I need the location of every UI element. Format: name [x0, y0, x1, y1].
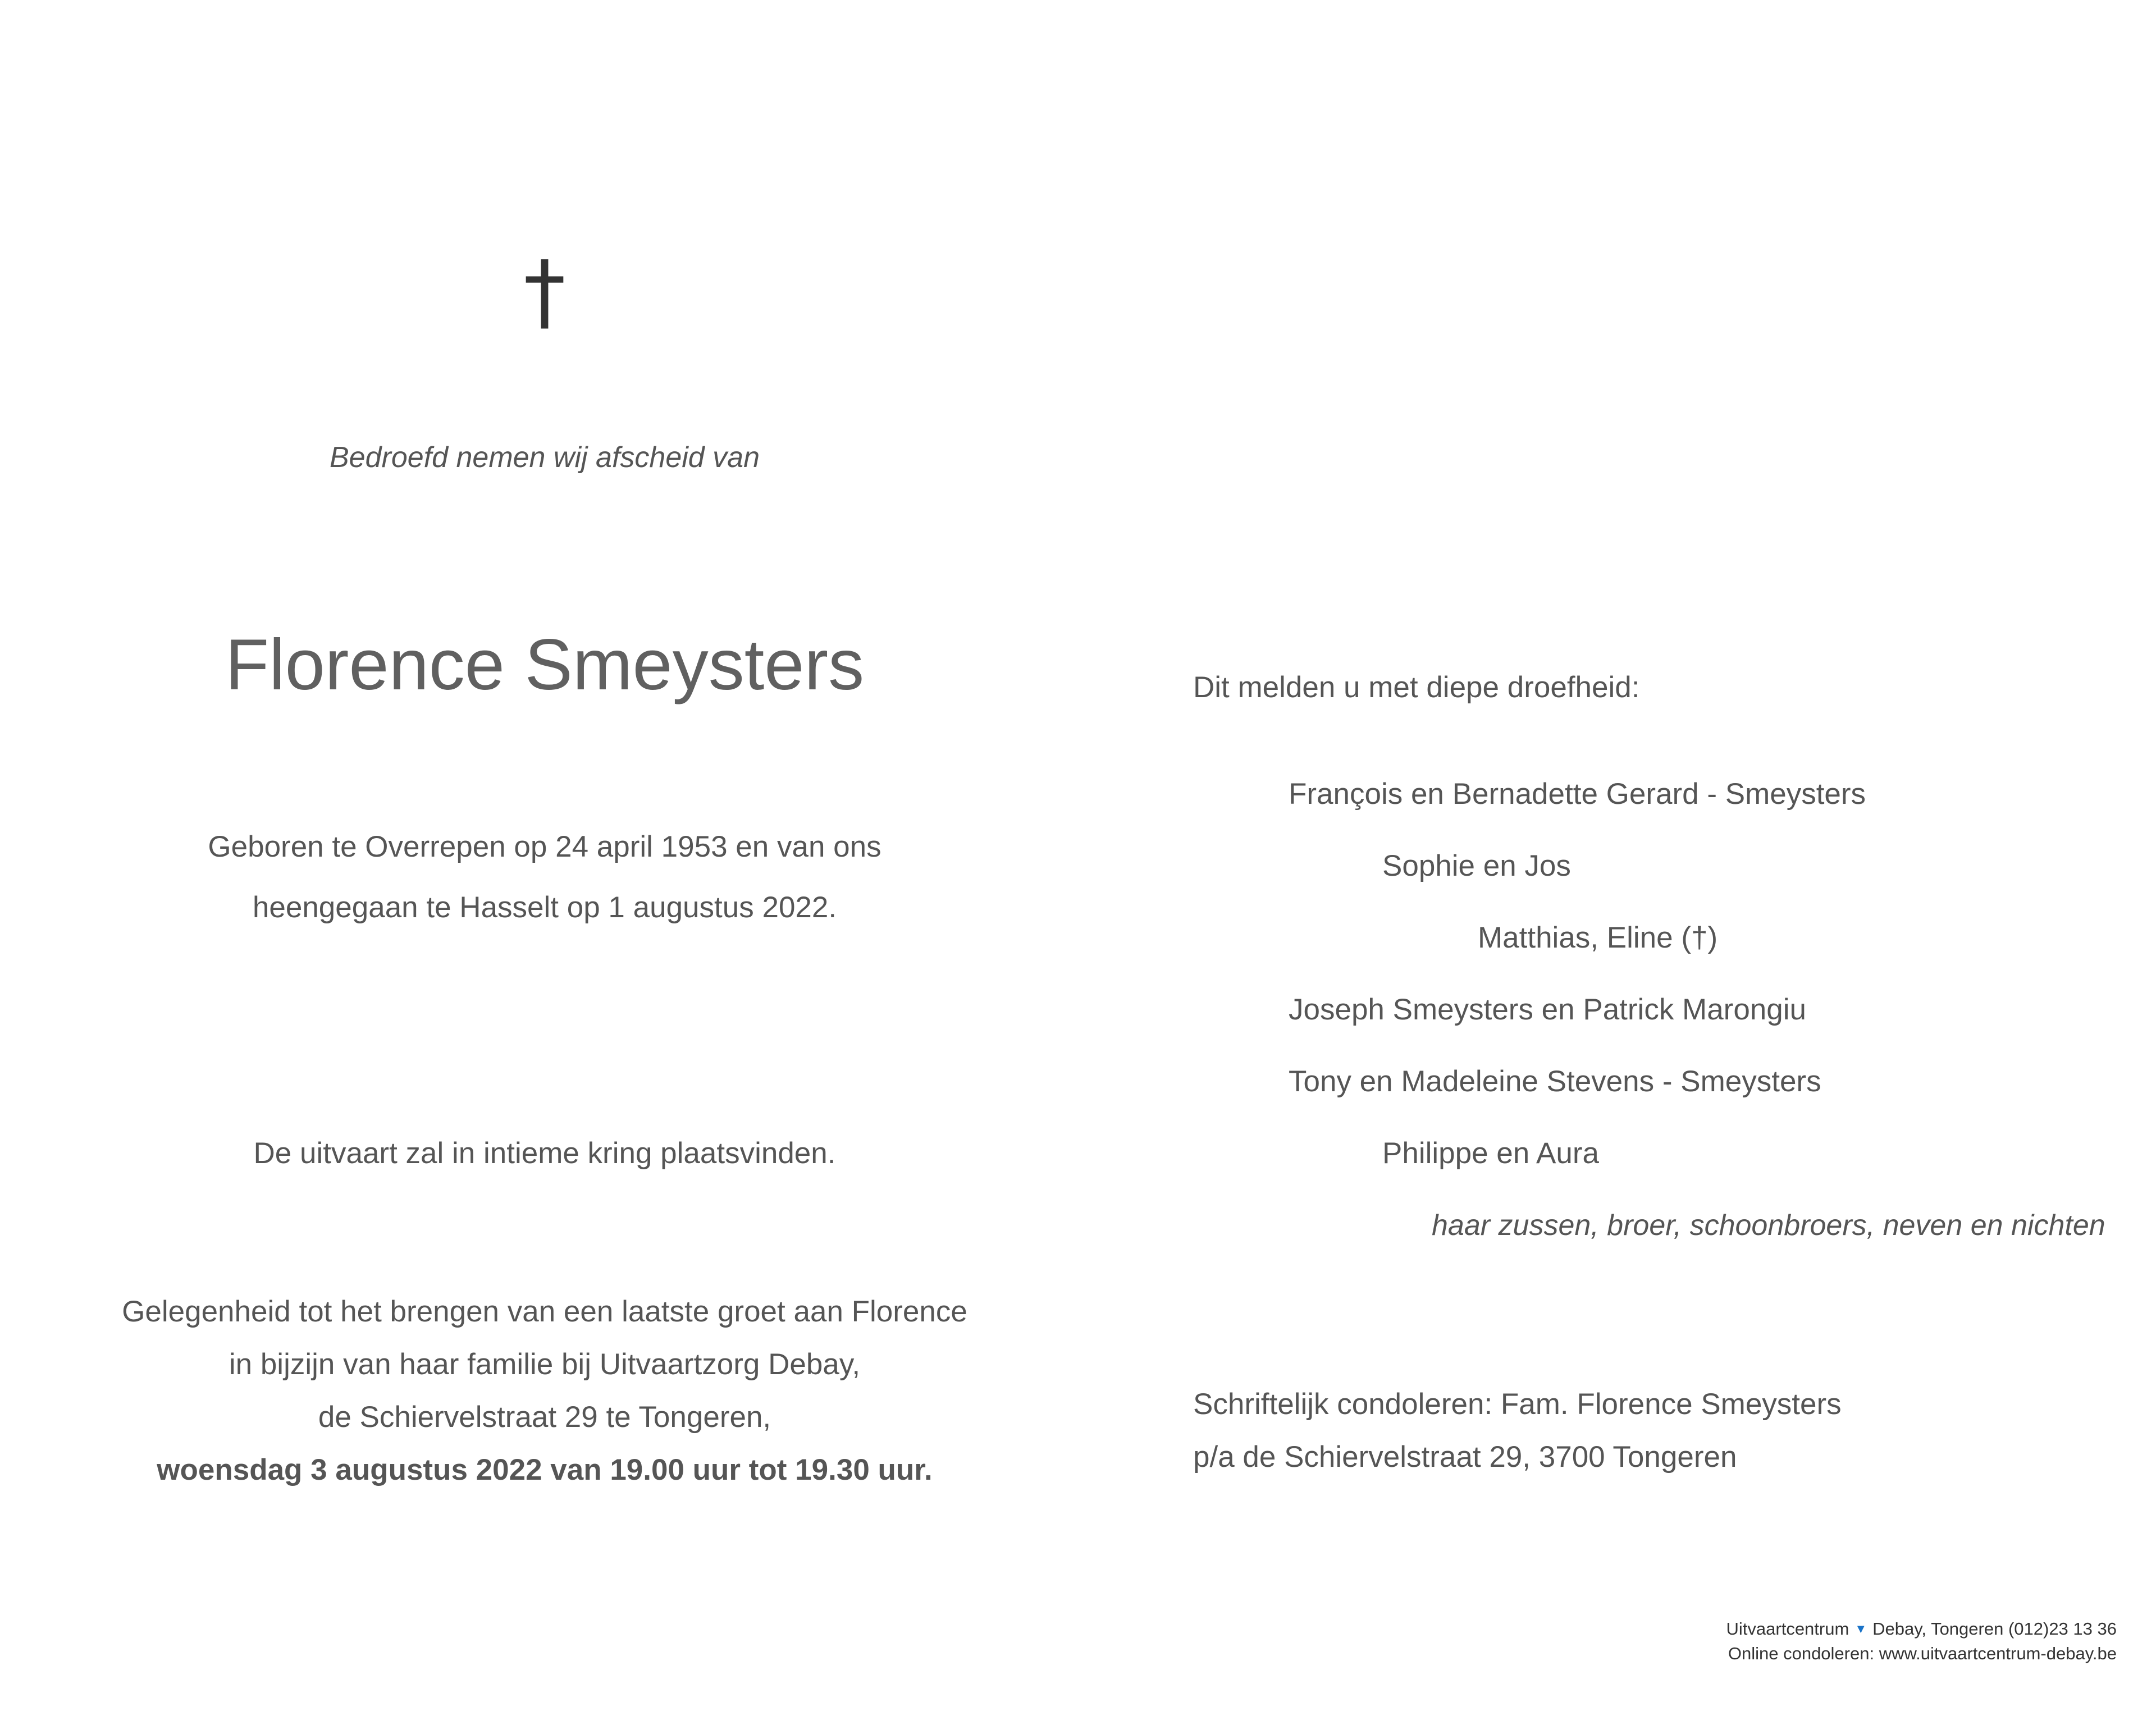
- announcement-text: Dit melden u met diepe droefheid:: [1193, 671, 1640, 704]
- death-line: heengegaan te Hasselt op 1 augustus 2022.: [252, 891, 837, 924]
- family-member: Joseph Smeysters en Patrick Marongiu: [1289, 993, 1807, 1026]
- deceased-name: Florence Smeysters: [225, 625, 865, 705]
- family-member: Tony en Madeleine Stevens - Smeysters: [1289, 1065, 1821, 1098]
- family-member: Matthias, Eline (†): [1478, 921, 1718, 954]
- visitation-info: [95, 1285, 994, 1497]
- family-member: François en Bernadette Gerard - Smeysters: [1289, 777, 1866, 811]
- birth-line: Geboren te Overrepen op 24 april 1953 en van ons: [208, 830, 881, 863]
- visitation-datetime: woensdag 3 augustus 2022 van 19.00 uur tot 19.30 uur.: [157, 1453, 933, 1486]
- visitation-line-1: Gelegenheid tot het brengen van een laatste groet aan Florence: [122, 1295, 967, 1328]
- ceremony-note: De uitvaart zal in intieme kring plaatsvinden.: [253, 1137, 836, 1170]
- relatives-text: haar zussen, broer, schoonbroers, neven en nichten: [1432, 1209, 2105, 1242]
- cross-symbol: †: [523, 243, 566, 341]
- online-condolence-link[interactable]: Online condoleren: www.uitvaartcentrum-debay.be: [1728, 1644, 2117, 1663]
- triangle-logo-icon: ▼: [1854, 1622, 1867, 1636]
- funeral-home-brand-right: Debay, Tongeren (012)23 13 36: [1872, 1619, 2117, 1639]
- family-member: Philippe en Aura: [1382, 1137, 1600, 1170]
- condolence-line-1: Schriftelijk condoleren: Fam. Florence Smeysters: [1193, 1388, 1842, 1421]
- funeral-home-brand-left: Uitvaartcentrum: [1726, 1619, 1849, 1639]
- footer: [1726, 1617, 2117, 1666]
- visitation-line-3: de Schiervelstraat 29 te Tongeren,: [318, 1401, 771, 1434]
- funeral-home-line: [1726, 1617, 2117, 1641]
- condolence-info: [1193, 1378, 1842, 1484]
- birth-death-info: [95, 817, 994, 938]
- visitation-line-2: in bijzijn van haar familie bij Uitvaartzorg Debay,: [229, 1348, 861, 1381]
- intro-text: Bedroefd nemen wij afscheid van: [329, 441, 760, 474]
- family-member: Sophie en Jos: [1382, 849, 1571, 882]
- condolence-address: p/a de Schiervelstraat 29, 3700 Tongeren: [1193, 1440, 1737, 1474]
